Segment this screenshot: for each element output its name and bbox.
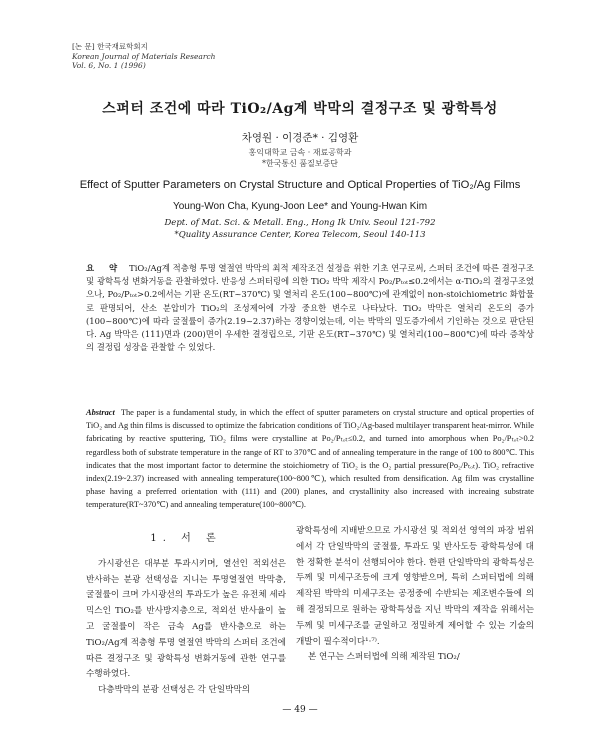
affiliation-en-2: *Quality Assurance Center, Korea Telecom, Seoul 140-113 [174,230,426,240]
abstract-en-text: The paper is a fundamental study, in which the effect of sputter parameters on crystal structure and optical properties of TiO₂ and Ag thin films is discussed to optimize the fabrication conditions of TiO₂/Ag-based multilayer transparent heat-mirror. While fabricating by reactive sputtering, TiO₂ films were crystalline at Po₂/Pₜₒₜ≤0.2, and turned into amorphous when Po₂/Pₜₒₜ>0.2 regardless both of substrate temperature in the range of RT to 370℃ and of annealing temperature in the range of 100 to 800℃. This indicates that the most important factor to determine the stoichiometry of TiO₂ is the O₂ partial pressure(Po₂/Pₜₒₜ). TiO₂ refractive index(2.19~2.37) increased with annealing temperature(100~800℃), which resulted from densification. Ag film was crystalline phase having a preferred orientation with (111) and (200) planes, and crystallinity also increased with increaing substrate temperature(RT~370℃) and annealing temperature(100~800℃). [86,408,534,510]
authors-korean: 차영원 · 이경준* · 김영환 [241,132,359,144]
abstract-ko-label: 요 약 [86,263,124,273]
authors-english: Young-Won Cha, Kyung-Joon Lee* and Young-Hwan Kim [172,201,428,212]
body-column-left [86,525,286,699]
abstract-ko-text: TiO₂/Ag계 적층형 투명 열절연 박막의 최적 제작조건 설정을 위한 기초 연구로써, 스퍼터 조건에 따른 결정구조 및 광학특성 변화거동을 관찰하였다. 반응성 스퍼터링에 의한 TiO₂ 박막 제작시 Po₂/Pₜₒₜ≤0.2에서는 α-TiO₂의 결정구조였으나, Po₂/Pₜₒₜ>0.2에서는 기판 온도(RT~370℃) 및 열처리 온도(100~800℃)에 관계없이 non-stoichiometric 화합물로 판명되어, 산소 분압비가 TiO₂의 조성제어에 가장 중요한 변수로 나타났다. TiO₂ 박막은 열처리 온도의 증가(100~800℃)에 따라 굴절률이 증가(2.19~2.37)하는 경향이었는데, 이는 박막의 밀도증가에서 기인하는 것으로 판단된다. Ag 박막은 (111)면과 (200)면이 우세한 결정립으로, 기판 온도(RT~370℃) 및 열처리(100~800℃)에 따라 증착상의 결정립 성장을 관찰할 수 있었다. [86,263,534,353]
body-paragraph: 다층박막의 분광 선택성은 각 단일박막의 [98,685,251,696]
affiliations-korean [0,147,600,169]
journal-volume: Vol. 6, No. 1 (1996) [72,61,146,70]
body-paragraph: 광학특성에 지배받으므로 가시광선 및 적외선 영역의 파장 범위에서 각 단일박막의 굴절률, 투과도 및 반사도등 광학특성에 대한 정확한 분석이 선행되어야 한다. 한편 단일박막의 광학특성은 두께 및 미세구조등에 크게 영향받으며, 특히 스퍼터법에 의해 제작된 박막의 미세구조는 공정중에 수반되는 제조변수들에 의해 결정되므로 원하는 광학특성을 지닌 박막의 제작을 위해서는 두께 및 미세구조를 균일하고 정밀하게 제어할 수 있는 기술의 개발이 필수적이다¹·⁷⁾. [296,526,534,647]
affiliation-ko-2: *한국통신 품질보증단 [261,159,339,168]
journal-header [72,42,215,71]
abstract-korean [86,262,534,354]
body-paragraph: 본 연구는 스퍼터법에 의해 제작된 TiO₂/ [308,652,460,663]
section-heading: 1. 서 론 [150,533,222,544]
affiliation-ko-1: 홍익대학교 금속 · 재료공학과 [248,148,352,157]
body-paragraph: 가시광선은 대부분 투과시키며, 열선인 적외선은 반사하는 분광 선택성을 지니는 투명열절연 박막층, 굴절률이 크며 가시광선의 투과도가 높은 유전체 세라믹스인 TiO₂를 반사방지층으로, 적외선 반사율이 높고 굴절률이 작은 금속 Ag를 반사층으로 하는 TiO₂/Ag계 적층형 투명 열절연 박막의 스퍼터 조건에 따른 결정구조 및 광학특성 변화거동에 관한 연구를 수행하였다. [86,558,286,680]
title-korean: 스퍼터 조건에 따라 TiO₂/Ag계 박막의 결정구조 및 광학특성 [102,101,498,117]
body-column-right [296,524,534,666]
abstract-en-label: Abstract [86,408,115,417]
title-english: Effect of Sputter Parameters on Crystal Structure and Optical Properties of TiO₂/Ag Films [79,179,521,191]
journal-category: [논 문] 한국재료학회지 [72,42,148,51]
affiliations-english [0,217,600,241]
journal-name: Korean Journal of Materials Research [72,51,216,61]
affiliation-en-1: Dept. of Mat. Sci. & Metall. Eng., Hong Ik Univ. Seoul 121-792 [164,218,436,228]
abstract-english [86,406,534,512]
page-number: — 49 — [282,705,318,715]
